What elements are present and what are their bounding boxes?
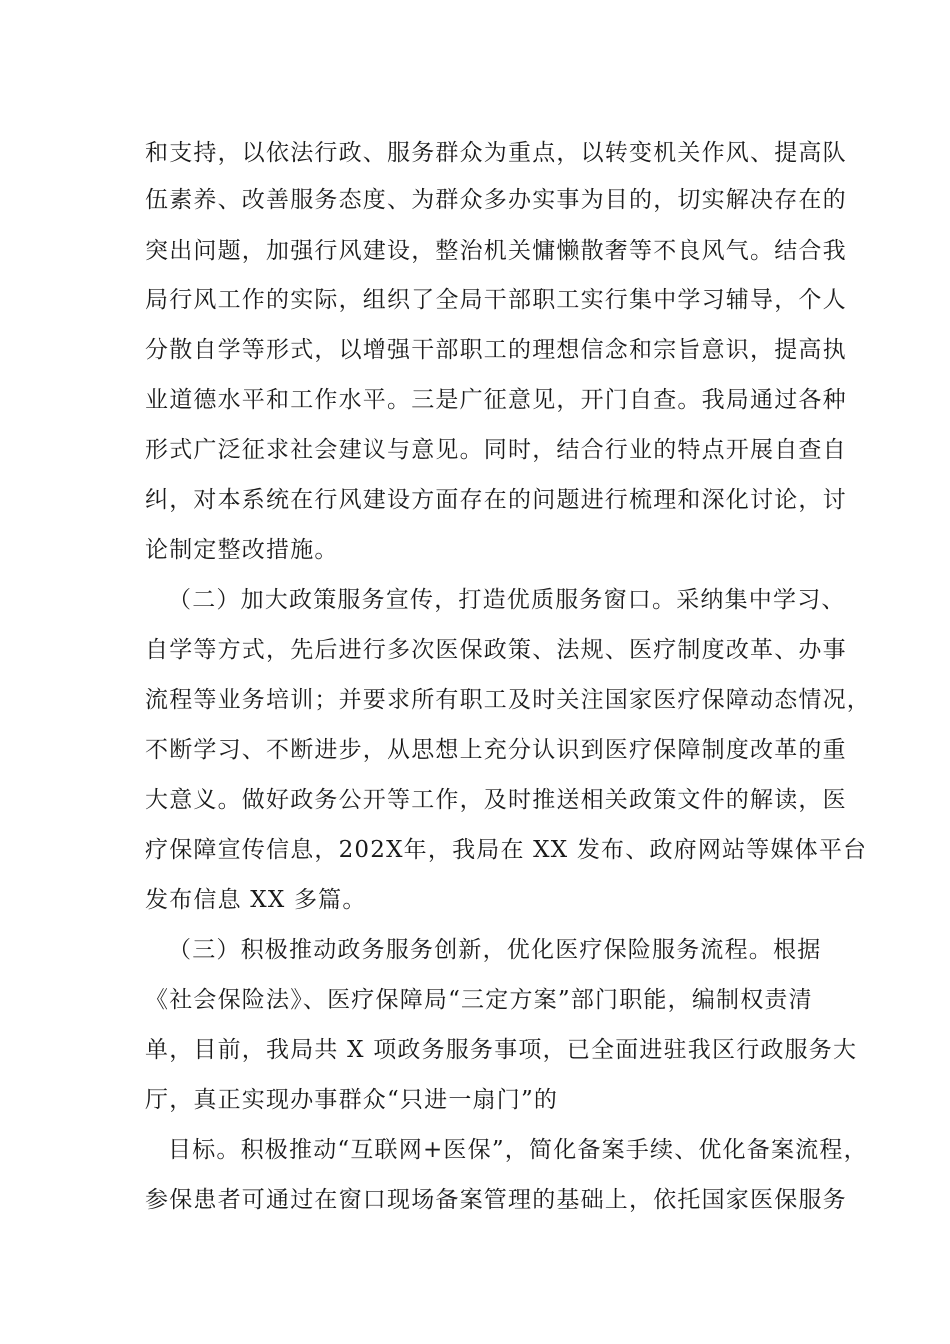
paragraph-line: 参保患者可通过在窗口现场备案管理的基础上，依托国家医保服务 — [145, 1187, 847, 1213]
paragraph-line: 论制定整改措施。 — [145, 537, 339, 563]
section-heading-line: （二）加大政策服务宣传，打造优质服务窗口。采纳集中学习、 — [168, 587, 846, 613]
paragraph-line: 流程等业务培训；并要求所有职工及时关注国家医疗保障动态情况， — [145, 687, 871, 713]
paragraph-line: 大意义。做好政务公开等工作，及时推送相关政策文件的解读，医 — [145, 787, 847, 813]
paragraph-line: 突出问题，加强行风建设，整治机关慵懒散奢等不良风气。结合我 — [145, 238, 847, 264]
paragraph-line: 发布信息 XX 多篇。 — [145, 887, 367, 913]
paragraph-line: 目标。积极推动“互联网+医保”，简化备案手续、优化备案流程， — [168, 1137, 868, 1163]
section-heading-line: （三）积极推动政务服务创新，优化医疗保险服务流程。根据 — [168, 937, 822, 963]
paragraph-line: 《社会保险法》、医疗保障局“三定方案”部门职能，编制权责清 — [145, 987, 813, 1013]
paragraph-line: 纠，对本系统在行风建设方面存在的问题进行梳理和深化讨论，讨 — [145, 487, 847, 513]
paragraph-line: 业道德水平和工作水平。三是广征意见，开门自查。我局通过各种 — [145, 387, 847, 413]
paragraph-line: 厅，真正实现办事群众“只进一扇门”的 — [145, 1087, 559, 1113]
paragraph-line: 形式广泛征求社会建议与意见。同时，结合行业的特点开展自查自 — [145, 437, 847, 463]
paragraph-line: 自学等方式，先后进行多次医保政策、法规、医疗制度改革、办事 — [145, 637, 847, 663]
paragraph-line: 和支持，以依法行政、服务群众为重点，以转变机关作风、提高队 — [145, 140, 847, 166]
paragraph-line: 单，目前，我局共 X 项政务服务事项，已全面进驻我区行政服务大 — [145, 1037, 858, 1063]
paragraph-line: 疗保障宣传信息，202X年，我局在 XX 发布、政府网站等媒体平台 — [145, 837, 868, 863]
paragraph-line: 伍素养、改善服务态度、为群众多办实事为目的，切实解决存在的 — [145, 187, 847, 213]
paragraph-line: 不断学习、不断进步，从思想上充分认识到医疗保障制度改革的重 — [145, 737, 847, 763]
paragraph-line: 分散自学等形式，以增强干部职工的理想信念和宗旨意识，提高执 — [145, 337, 847, 363]
paragraph-line: 局行风工作的实际，组织了全局干部职工实行集中学习辅导，个人 — [145, 287, 847, 313]
